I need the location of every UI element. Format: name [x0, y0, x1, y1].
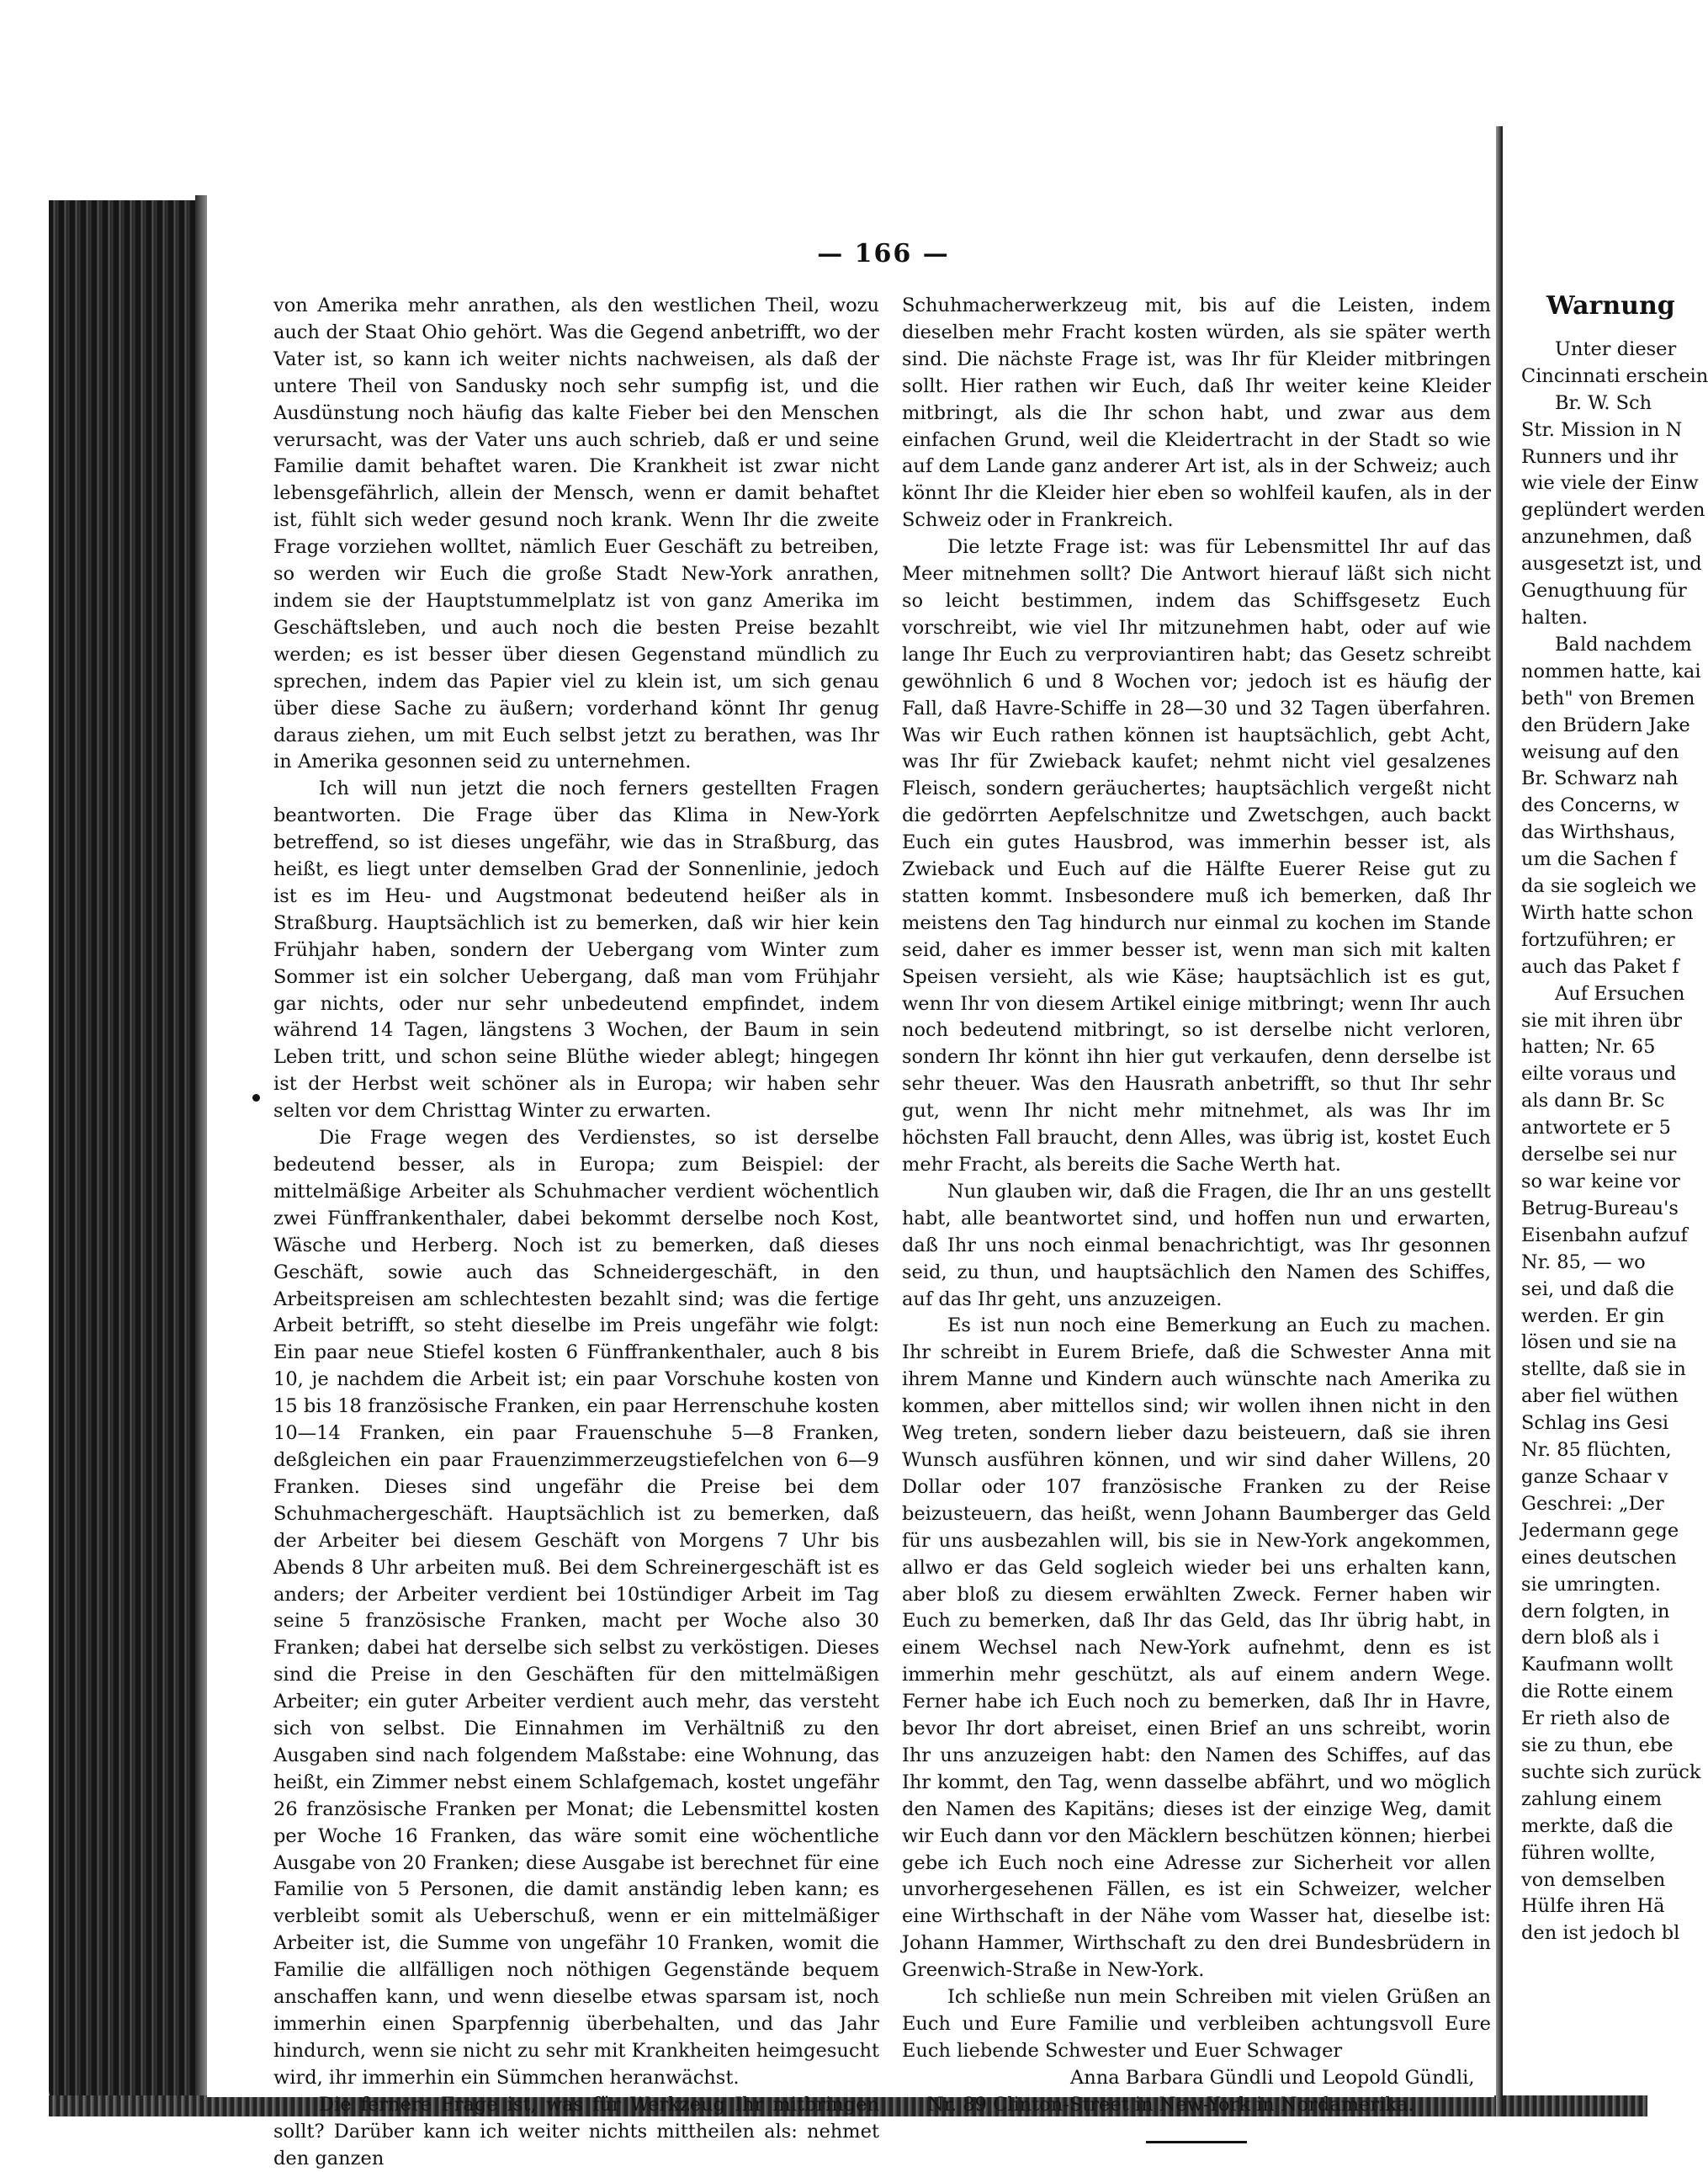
text-line: Auf Ersuchen: [1555, 982, 1685, 1005]
text-line: von demselben: [1521, 1868, 1666, 1891]
text-line: beth" von Bremen: [1521, 687, 1695, 709]
margin-dot: [252, 1094, 260, 1102]
gutter-shadow: [1496, 126, 1503, 2116]
text-line: eines deutschen: [1521, 1546, 1677, 1569]
book-page-edges: [49, 200, 204, 2106]
text-line: führen wollte,: [1521, 1841, 1656, 1864]
signature-address: Nr. 89 Clinton-Street in New-York in Nordamerika.: [927, 2093, 1414, 2116]
text-line: Br. W. Sch: [1555, 391, 1652, 414]
text-line: geplündert werden: [1521, 499, 1705, 522]
text-line: lösen und sie na: [1521, 1331, 1677, 1354]
paragraph: Die letzte Frage ist: was für Lebensmittel Ihr auf das Meer mitnehmen sollt? Die Antwort hierauf läßt sich nicht so leicht bestimmen, indem das Schiffsgesetz Euch vorschreibt, wie viel Ihr mitzunehmen habt, oder auf wie lange Ihr Euch zu verproviantiren habt; das Gesetz schreibt gewöhnlich 6 und 8 Wochen vor; jedoch ist es häufig der Fall, daß Havre-Schiffe in 28—30 und 32 Tagen überfahren. Was wir Euch rathen können ist hauptsächlich, gebt Acht, was Ihr für Zwieback kaufet; nehmt nicht viel gesalzenes Fleisch, sondern geräuchertes; hauptsächlich vergeßt nicht die gedörrten Aepfelschnitze und Zwetschgen, auch backt Euch ein gutes Hausbrod, was immerhin besser ist, als Zwieback und Euch auf die Hälfte Euerer Reise gut zu statten kommt. Insbesondere muß ich bemerken, daß Ihr meistens den Tag hindurch nur einmal zu kochen im Stande seid, daher es immer besser ist, wenn man sich mit kalten Speisen versieht, als wie Käse; hauptsächlich ist es gut, wenn Ihr von diesem Artikel einige mitbringt; wenn Ihr auch noch bedeutend mitbringt, so ist derselbe nicht verloren, sondern Ihr könnt ihn hier gut verkaufen, denn derselbe ist sehr theuer. Was den Hausrath anbetrifft, so thut Ihr sehr gut, wenn Ihr nicht mehr mitnehmet, als was Ihr im höchsten Fall braucht, denn Alles, was übrig ist, kostet Euch mehr Fracht, als bereits die Sache Werth hat.: [902, 536, 1491, 1176]
text-line: so war keine vor: [1521, 1171, 1680, 1192]
text-line: Br. Schwarz nah: [1521, 767, 1679, 790]
text-line: Bald nachdem: [1555, 633, 1692, 656]
text-line: als dann Br. Sc: [1521, 1090, 1665, 1113]
text-line: merkte, daß die: [1521, 1814, 1674, 1837]
text-line: Schlag ins Gesi: [1521, 1412, 1669, 1435]
right-column-lines: [1521, 337, 1708, 1947]
text-line: antwortete er 5: [1521, 1117, 1671, 1139]
text-line: sie zu thun, ebe: [1521, 1734, 1674, 1757]
text-line: suchte sich zurück: [1521, 1760, 1701, 1783]
text-line: Str. Mission in N: [1521, 418, 1683, 441]
text-line: aber fiel wüthen: [1521, 1385, 1679, 1408]
text-line: Er rieth also de: [1521, 1707, 1670, 1730]
text-line: Wirth hatte schon: [1521, 901, 1694, 924]
paragraph: Nun glauben wir, daß die Fragen, die Ihr an uns gestellt habt, alle beantwortet sind, und hoffen nun und erwarten, daß Ihr uns noch einmal benachrichtigt, was Ihr gesonnen seid, zu thun, und hauptsächlich den Namen des Schiffes, auf das Ihr geht, uns anzuzeigen.: [902, 1180, 1491, 1310]
text-line: sei, und daß die: [1521, 1277, 1674, 1300]
text-line: Hülfe ihren Hä: [1521, 1895, 1665, 1918]
page-number: — 166 —: [817, 239, 950, 268]
end-rule: [1146, 2141, 1247, 2143]
text-line: fortzuführen; er: [1521, 928, 1675, 951]
text-line: nommen hatte, kai: [1521, 660, 1701, 682]
right-column-cropped: [1521, 291, 1708, 1947]
text-line: da sie sogleich we: [1521, 875, 1697, 898]
text-line: dern bloß als i: [1521, 1627, 1659, 1649]
text-line: Geschrei: „Der: [1521, 1492, 1664, 1515]
text-line: den ist jedoch bl: [1521, 1922, 1680, 1945]
paragraph: Die fernere Frage ist, was für Werkzeug Ihr mitbringen sollt? Darüber kann ich weiter nichts mittheilen als: nehmet den ganzen: [273, 2093, 879, 2169]
section-title: Warnung: [1546, 291, 1675, 321]
text-line: um die Sachen f: [1521, 848, 1677, 871]
text-line: wie viele der Einw: [1521, 472, 1699, 495]
text-line: hatten; Nr. 65: [1521, 1036, 1656, 1059]
text-line: sie umringten.: [1521, 1573, 1661, 1596]
text-line: auch das Paket f: [1521, 955, 1679, 978]
text-line: Unter dieser: [1555, 337, 1677, 360]
paragraph: Ich will nun jetzt die noch ferners gestellten Fragen beantworten. Die Frage über das Klima in New-York betreffend, so ist dieses ungefähr, wie das in Straßburg, das heißt, es liegt unter demselben Grad der Sonnenlinie, jedoch ist es im Heu- und Augstmonat bedeutend heißer als in Straßburg. Hauptsächlich ist zu bemerken, daß wir hier kein Frühjahr haben, sondern der Uebergang vom Winter zum Sommer ist ein solcher Uebergang, daß man vom Frühjahr gar nichts, oder nur sehr unbedeutend empfindet, indem während 14 Tagen, längstens 3 Wochen, der Baum in sein Leben tritt, und schon seine Blüthe wieder ablegt; hingegen ist der Herbst weit schöner als in Europa; wir haben sehr selten vor dem Christtag Winter zu erwarten.: [273, 778, 879, 1123]
paragraph: Die Frage wegen des Verdienstes, so ist derselbe bedeutend besser, als in Europa; zum Beispiel: der mittelmäßige Arbeiter als Schuhmacher verdient wöchentlich zwei Fünffrankenthaler, dabei bekommt derselbe noch Kost, Wäsche und Herberg. Noch ist zu bemerken, daß dieses Geschäft, sowie auch das Schneidergeschäft, in den Arbeitspreisen am schlechtesten bezahlt sind; was die fertige Arbeit betrifft, so steht dieselbe im Preis ungefähr wie folgt: Ein paar neue Stiefel kosten 6 Fünffrankenthaler, auch 8 bis 10, je nachdem die Arbeit ist; ein paar Vorschuhe kosten von 15 bis 18 französische Franken, ein paar Herrenschuhe kosten 10—14 Franken, ein paar Frauenschuhe 5—8 Franken, deßgleichen ein paar Frauenzimmerzeugstiefelchen von 6—9 Franken. Dieses sind ungefähr die Preise bei dem Schuhmachergeschäft. Hauptsächlich ist zu bemerken, daß der Arbeiter bei diesem Geschäft von Morgens 7 Uhr bis Abends 8 Uhr arbeiten muß. Bei dem Schreinergeschäft ist es anders; der Arbeiter verdient bei 10stündiger Arbeit im Tag seine 5 französische Franken, macht per Woche also 30 Franken; dabei hat derselbe sich selbst zu verköstigen. Dieses sind die Preise in den Geschäften für den mittelmäßigen Arbeiter; ein guter Arbeiter verdient auch mehr, das versteht sich von selbst. Die Einnahmen im Verhältniß zu den Ausgaben sind nach folgendem Maßstabe: eine Wohnung, das heißt, ein Zimmer nebst einem Schlafgemach, kostet ungefähr 26 französische Franken per Monat; die Lebensmittel kosten per Woche 16 Franken, das wäre somit eine wöchentliche Ausgabe von 20 Franken; diese Ausgabe ist berechnet für eine Familie von 5 Personen, die damit anständig leben kann; es verbleibt somit als Ueberschuß, wenn er ein mittelmäßiger Arbeiter ist, die Summe von ungefähr 10 Franken, womit die Familie die allfälligen noch nöthigen Gegenstände bequem anschaffen kann, und wenn dieselbe etwas sparsam ist, noch immerhin einen Sparpfennig überbehalten, und das Jahr hindurch, wenn sie nicht zu sehr mit Krankheiten heimgesucht wird, ihr immerhin ein Sümmchen heranwächst.: [273, 1127, 879, 2089]
text-line: Nr. 85, — wo: [1521, 1251, 1646, 1273]
text-line: Kaufmann wollt: [1521, 1654, 1674, 1676]
signature-names: Anna Barbara Gündli und Leopold Gündli,: [1070, 2066, 1475, 2089]
text-line: anzunehmen, daß: [1521, 526, 1692, 549]
text-line: Nr. 85 flüchten,: [1521, 1439, 1672, 1462]
text-line: des Concerns, w: [1521, 794, 1679, 817]
text-line: derselbe sei nur: [1521, 1144, 1677, 1166]
text-line: ausgesetzt ist, und: [1521, 553, 1702, 576]
paragraph: von Amerika mehr anrathen, als den westlichen Theil, wozu auch der Staat Ohio gehört. Was die Gegend anbetrifft, wo der Vater ist, so kann ich weiter nichts nachweisen, als daß der untere Theil von Sandusky noch sehr sumpfig ist, und die Ausdünstung noch häufig das kalte Fieber bei den Menschen verursacht, was der Vater uns auch schrieb, daß er und seine Familie damit behaftet waren. Die Krankheit ist zwar nicht lebensgefährlich, allein der Mensch, wenn er damit behaftet ist, fühlt sich weder gesund noch krank. Wenn Ihr die zweite Frage vorziehen wolltet, nämlich Euer Geschäft zu betreiben, so werden wir Euch die große Stadt New-York anrathen, indem sie der Hauptstummelplatz ist von ganz Amerika im Geschäftsleben, und auch noch die besten Preise bezahlt werden; es ist besser über diesen Gegenstand mündlich zu sprechen, indem das Papier viel zu klein ist, um sich genau über diese Sache zu äußern; vorderhand könnt Ihr genug daraus ziehen, um mit Euch selbst jetzt zu berathen, was Ihr in Amerika gesonnen seid zu unternehmen.: [273, 295, 879, 773]
middle-column: [902, 293, 1491, 2143]
binding-shadow: [195, 195, 207, 2106]
text-line: Eisenbahn aufzuf: [1521, 1224, 1688, 1246]
left-column: [273, 293, 879, 2172]
text-line: eilte voraus und: [1521, 1063, 1677, 1086]
text-line: das Wirthshaus,: [1521, 821, 1676, 844]
text-line: sie mit ihren übr: [1521, 1009, 1682, 1032]
text-line: den Brüdern Jake: [1521, 714, 1690, 736]
text-line: Cincinnati erschein: [1521, 364, 1708, 387]
text-line: stellte, daß sie in: [1521, 1358, 1686, 1381]
text-line: ganze Schaar v: [1521, 1465, 1668, 1488]
text-line: dern folgten, in: [1521, 1600, 1670, 1622]
text-line: Genugthuung für: [1521, 580, 1687, 603]
text-line: halten.: [1521, 606, 1589, 629]
text-line: werden. Er gin: [1521, 1304, 1665, 1327]
text-line: Runners und ihr: [1521, 445, 1679, 468]
text-line: zahlung einem: [1521, 1787, 1663, 1810]
text-line: Jedermann gege: [1521, 1519, 1679, 1542]
text-line: weisung auf den: [1521, 741, 1679, 763]
paragraph: Schuhmacherwerkzeug mit, bis auf die Leisten, indem dieselben mehr Fracht kosten würden, als sie später werth sind. Die nächste Frage ist, was Ihr für Kleider mitbringen sollt. Hier rathen wir Euch, daß Ihr weiter keine Kleider mitbringt, als die Ihr schon habt, und zwar aus dem einfachen Grund, weil die Kleidertracht in der Stadt so wie auf dem Lande ganz anderer Art ist, als in der Schweiz; auch könnt Ihr die Kleider hier eben so wohlfeil kaufen, als in der Schweiz oder in Frankreich.: [902, 295, 1491, 532]
text-line: die Rotte einem: [1521, 1681, 1674, 1703]
paragraph: Ich schließe nun mein Schreiben mit vielen Grüßen an Euch und Eure Familie und verbleiben achtungsvoll Eure Euch liebende Schwester und Euer Schwager: [902, 1986, 1491, 2062]
text-line: Betrug-Bureau's: [1521, 1197, 1679, 1219]
paragraph: Es ist nun noch eine Bemerkung an Euch zu machen. Ihr schreibt in Eurem Briefe, daß die Schwester Anna mit ihrem Manne und Kindern auch wünschte nach Amerika zu kommen, aber mittellos sind; wir wollen ihnen nicht in den Weg treten, sondern lieber dazu beisteuern, daß sie ihren Wunsch ausführen können, und wir sind daher Willens, 20 Dollar oder 107 französische Franken zu der Reise beizusteuern, das heißt, wenn Johann Baumberger das Geld für uns ausbezahlen will, bis sie in New-York angekommen, allwo er das Geld sogleich wieder bei uns erhalten kann, aber bloß zu diesem erwählten Zweck. Ferner haben wir Euch zu bemerken, daß Ihr das Geld, das Ihr übrig habt, in einem Wechsel nach New-York aufnehmt, denn es ist immerhin mehr geschützt, als auf einem andern Wege. Ferner habe ich Euch noch zu bemerken, daß Ihr in Havre, bevor Ihr dort abreiset, einen Brief an uns schreibt, worin Ihr uns anzuzeigen habt: den Namen des Schiffes, auf das Ihr kommt, den Tag, wenn dasselbe abfährt, und wo möglich den Namen des Kapitäns; dieses ist der einzige Weg, damit wir Euch dann vor den Mäcklern beschützen können; hierbei gebe ich Euch noch eine Adresse zur Sicherheit vor allen unvorhergesehenen Fällen, es ist ein Schweizer, welcher eine Wirthschaft in der Nähe vom Wasser hat, dieselbe ist: Johann Hammer, Wirthschaft zu den drei Bundesbrüdern in Greenwich-Straße in New-York.: [902, 1314, 1491, 1982]
